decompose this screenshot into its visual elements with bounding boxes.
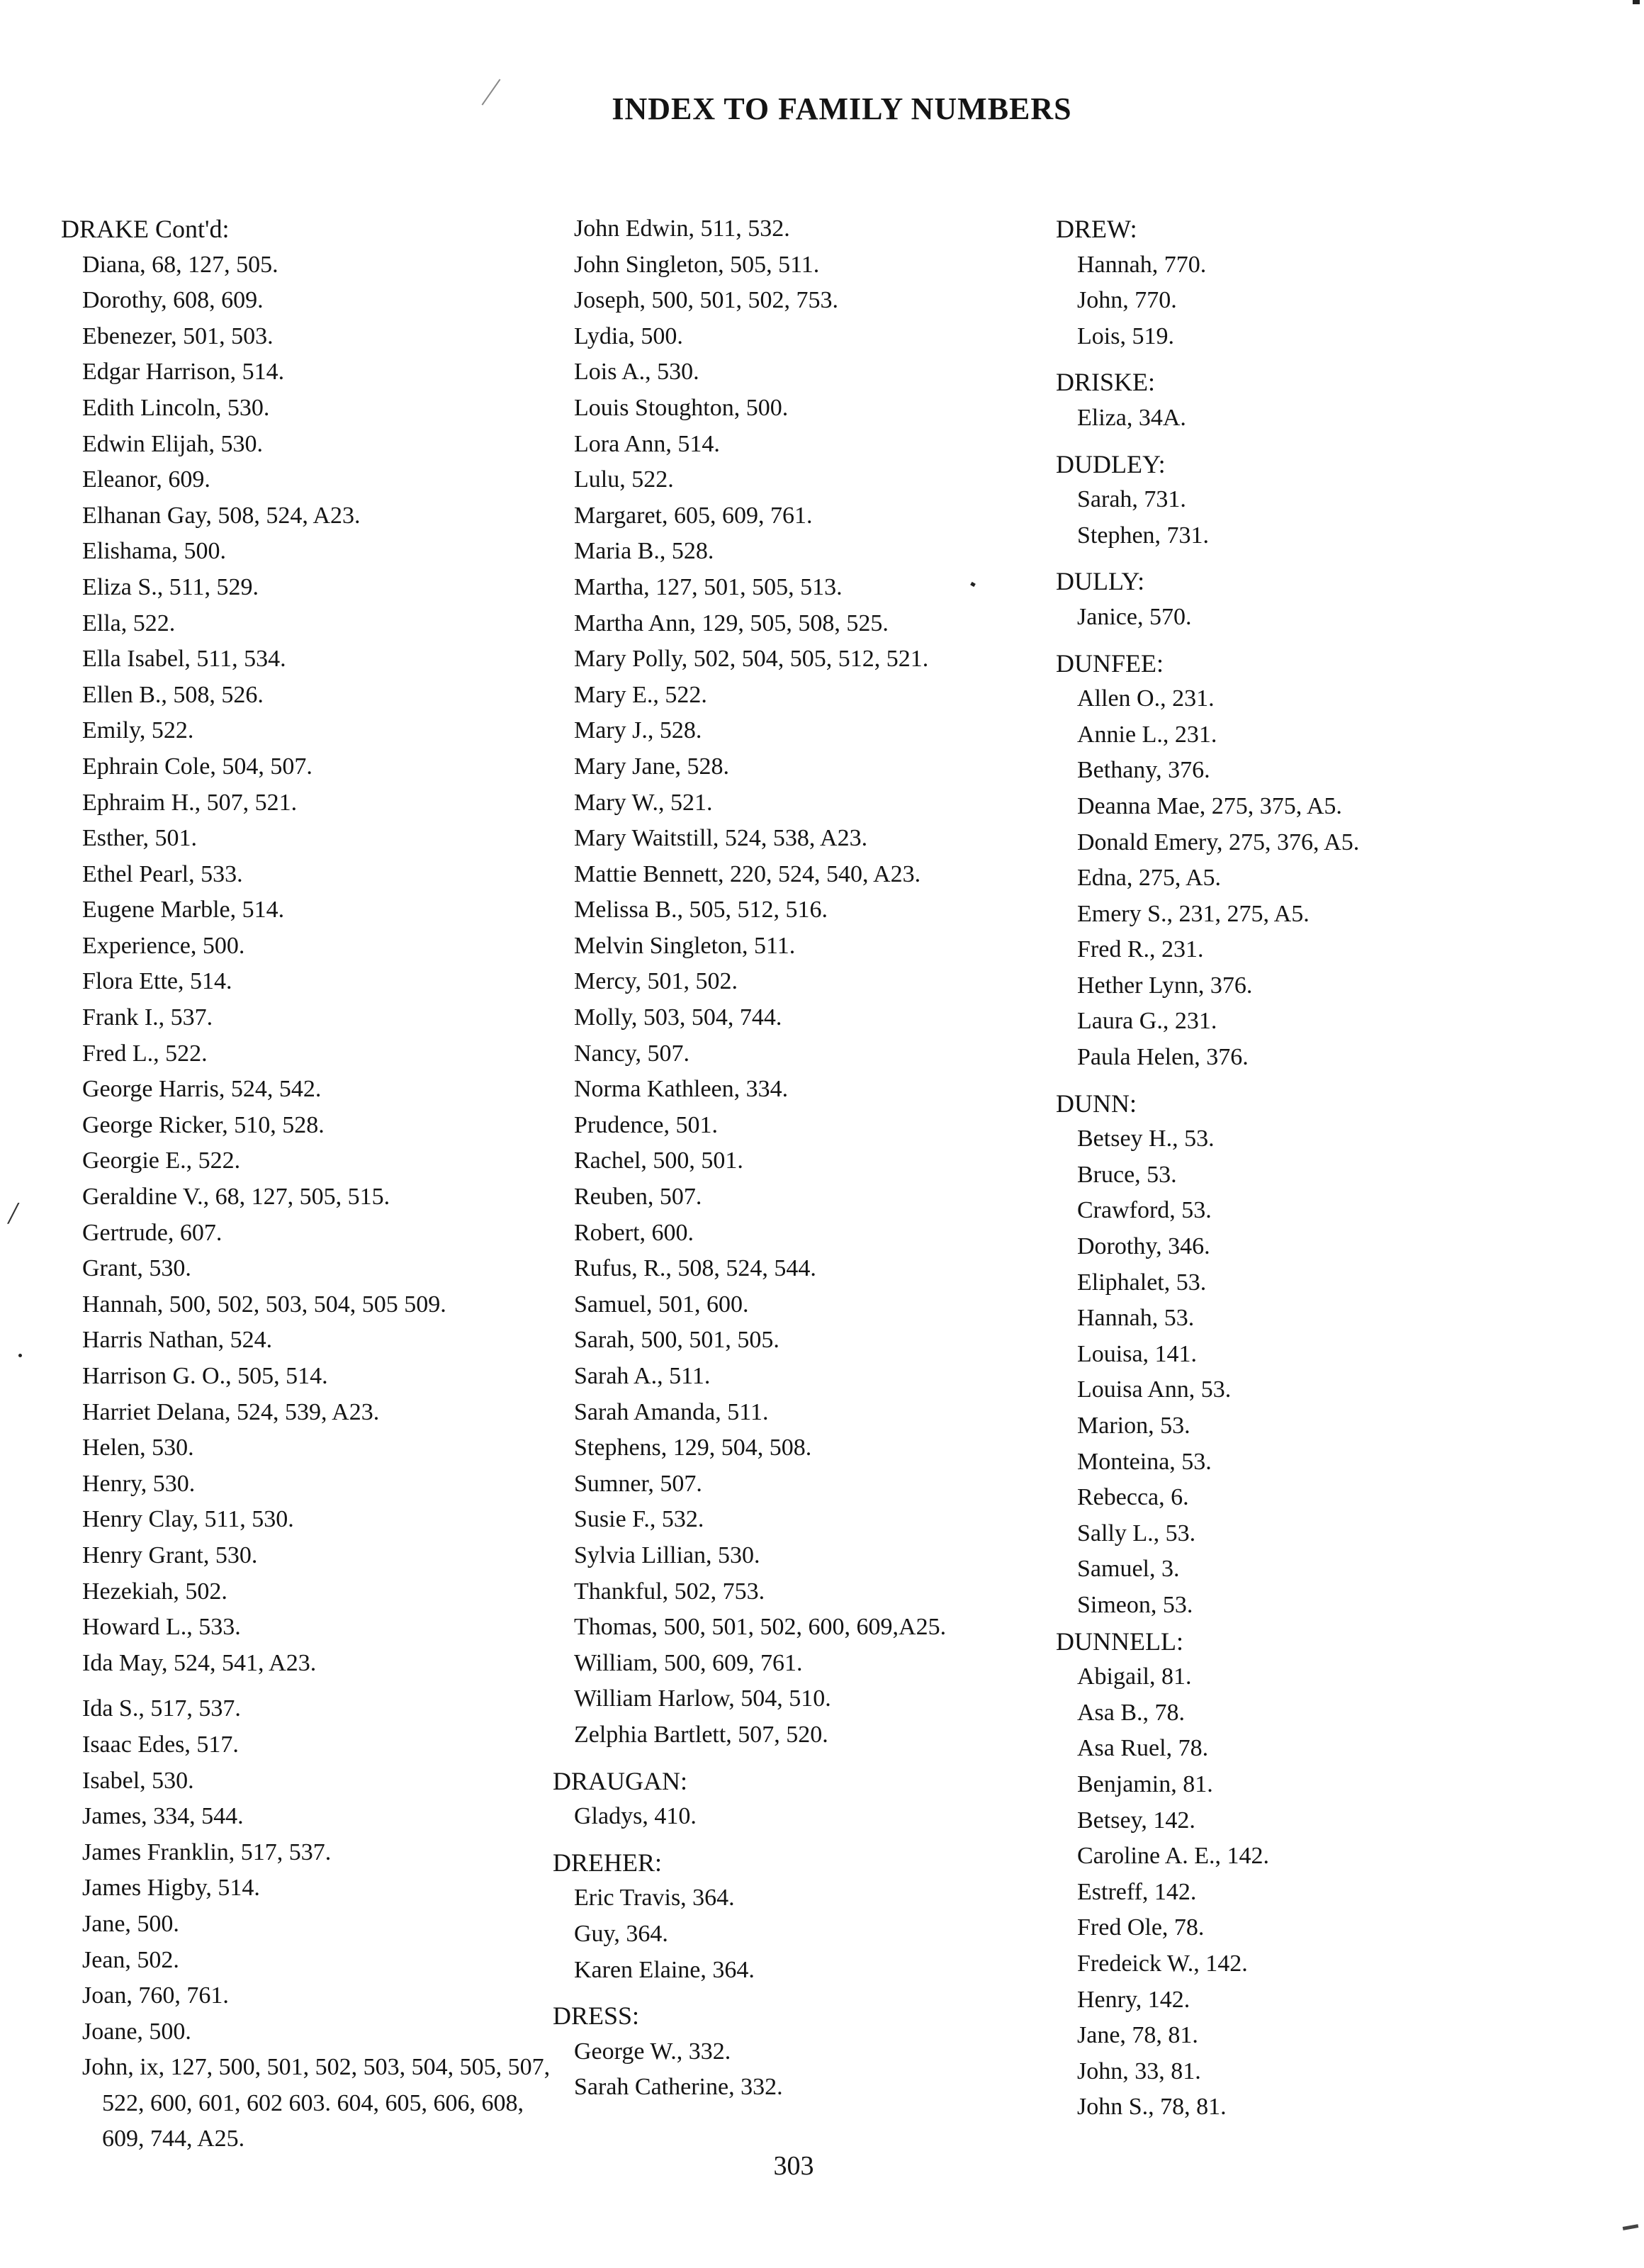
index-entry: Emily, 522. <box>82 717 194 744</box>
index-entry: Laura G., 231. <box>1077 1008 1217 1035</box>
index-entry: Mary E., 522. <box>574 681 707 708</box>
index-entry: James Franklin, 517, 537. <box>82 1838 332 1865</box>
index-entry: Jane, 78, 81. <box>1077 2022 1198 2049</box>
index-entry: William, 500, 609, 761. <box>574 1649 803 1676</box>
index-entry: Robert, 600. <box>574 1219 694 1246</box>
ink-dot-mark <box>18 1354 22 1357</box>
index-entry: Martha, 127, 501, 505, 513. <box>574 573 843 600</box>
index-entry: Rachel, 500, 501. <box>574 1147 743 1174</box>
corner-smudge-mark <box>1623 2224 1639 2230</box>
index-entry: Asa B., 78. <box>1077 1699 1186 1726</box>
index-entry: Betsey, 142. <box>1077 1807 1195 1834</box>
index-entry: Stephen, 731. <box>1077 522 1210 549</box>
page-number: 303 <box>773 2151 814 2181</box>
surname-heading: DRAUGAN: <box>553 1766 688 1795</box>
index-entry: Sylvia Lillian, 530. <box>574 1542 760 1568</box>
index-entry: Paula Helen, 376. <box>1077 1044 1249 1071</box>
index-entry: Mary Jane, 528. <box>574 753 730 780</box>
index-entry: Betsey H., 53. <box>1077 1125 1215 1152</box>
index-entry: Frank I., 537. <box>82 1004 213 1031</box>
index-entry: William Harlow, 504, 510. <box>574 1685 831 1712</box>
index-entry: Simeon, 53. <box>1077 1591 1193 1618</box>
index-entry: John, ix, 127, 500, 501, 502, 503, 504, 505, 507, 522, 600, 601, 602 603. 604, 605, 606, 608, 609, 744, A25. <box>82 2054 551 2152</box>
index-entry: Sally L., 53. <box>1077 1520 1196 1546</box>
index-entry: Sarah, 500, 501, 505. <box>574 1327 779 1354</box>
index-entry: Sarah Amanda, 511. <box>574 1398 769 1425</box>
index-entry: Mary Polly, 502, 504, 505, 512, 521. <box>574 646 929 673</box>
index-entry: Thomas, 500, 501, 502, 600, 609,A25. <box>574 1614 947 1641</box>
index-entry: James, 334, 544. <box>82 1803 244 1830</box>
index-entry: Monteina, 53. <box>1077 1448 1212 1475</box>
index-entry: George Ricker, 510, 528. <box>82 1111 325 1138</box>
index-entry: Ida S., 517, 537. <box>82 1695 241 1722</box>
index-entry: George W., 332. <box>574 2038 731 2065</box>
index-entry: Sarah, 731. <box>1077 486 1186 513</box>
index-entry: Lulu, 522. <box>574 466 674 493</box>
index-entry: Helen, 530. <box>82 1435 194 1461</box>
index-entry: Louisa Ann, 53. <box>1077 1376 1232 1403</box>
index-entry: Crawford, 53. <box>1077 1197 1212 1224</box>
index-entry: James Higby, 514. <box>82 1875 260 1902</box>
index-entry: Geraldine V., 68, 127, 505, 515. <box>82 1184 390 1211</box>
index-entry: Eliza S., 511, 529. <box>82 573 259 600</box>
index-entry: Ephrain Cole, 504, 507. <box>82 753 313 780</box>
index-entry: Annie L., 231. <box>1077 721 1217 748</box>
index-entry: Rebecca, 6. <box>1077 1484 1189 1511</box>
index-entry: Ella, 522. <box>82 610 176 636</box>
index-entry: John Edwin, 511, 532. <box>574 215 790 242</box>
index-entry: Melvin Singleton, 511. <box>574 932 796 959</box>
index-entry: Molly, 503, 504, 744. <box>574 1004 782 1031</box>
index-entry: Esther, 501. <box>82 825 197 852</box>
index-entry: Jean, 502. <box>82 1946 179 1973</box>
index-entry: Fred R., 231. <box>1077 936 1204 963</box>
page-title-text: INDEX TO FAMILY NUMBERS <box>612 91 1072 126</box>
index-entry: Samuel, 3. <box>1077 1556 1180 1583</box>
index-entry: Eliphalet, 53. <box>1077 1269 1207 1296</box>
surname-heading: DULLY: <box>1056 567 1145 596</box>
surname-heading: DRAKE Cont'd: <box>61 215 230 243</box>
surname-heading: DREW: <box>1056 215 1137 243</box>
index-entry: Maria B., 528. <box>574 538 714 565</box>
index-entry: Donald Emery, 275, 376, A5. <box>1077 829 1360 855</box>
surname-heading: DREHER: <box>553 1848 663 1877</box>
index-entry: Flora Ette, 514. <box>82 968 232 995</box>
index-entry: Susie F., 532. <box>574 1506 704 1533</box>
index-entry: Zelphia Bartlett, 507, 520. <box>574 1721 828 1748</box>
index-entry: Louis Stoughton, 500. <box>574 394 789 421</box>
index-entry: Lora Ann, 514. <box>574 430 720 457</box>
index-entry: George Harris, 524, 542. <box>82 1076 322 1103</box>
index-entry: Hezekiah, 502. <box>82 1578 227 1605</box>
surname-heading: DRISKE: <box>1056 368 1156 397</box>
index-entry: Hannah, 500, 502, 503, 504, 505 509. <box>82 1291 446 1318</box>
index-entry: Diana, 68, 127, 505. <box>82 251 278 278</box>
index-entry: Sarah A., 511. <box>574 1363 711 1389</box>
index-entry: Karen Elaine, 364. <box>574 1956 755 1983</box>
index-entry: Margaret, 605, 609, 761. <box>574 502 813 529</box>
index-entry: Edgar Harrison, 514. <box>82 359 285 386</box>
index-entry: Estreff, 142. <box>1077 1878 1197 1905</box>
index-entry: Henry Clay, 511, 530. <box>82 1506 294 1533</box>
index-entry: Experience, 500. <box>82 932 245 959</box>
index-entry: Ella Isabel, 511, 534. <box>82 646 286 673</box>
index-entry: Sumner, 507. <box>574 1470 702 1497</box>
index-entry: Rufus, R., 508, 524, 544. <box>574 1255 816 1282</box>
index-entry: Caroline A. E., 142. <box>1077 1843 1270 1870</box>
index-entry: Gertrude, 607. <box>82 1219 223 1246</box>
index-entry: Georgie E., 522. <box>82 1147 241 1174</box>
index-entry: Isabel, 530. <box>82 1767 194 1794</box>
index-entry: Stephens, 129, 504, 508. <box>574 1435 812 1461</box>
index-entry: Asa Ruel, 78. <box>1077 1735 1209 1762</box>
index-entry: Henry Grant, 530. <box>82 1542 258 1568</box>
index-entry: Ellen B., 508, 526. <box>82 681 264 708</box>
index-entry: Mercy, 501, 502. <box>574 968 738 995</box>
index-entry: John, 770. <box>1077 287 1177 314</box>
index-entry: Marion, 53. <box>1077 1413 1190 1439</box>
index-entry: Fredeick W., 142. <box>1077 1950 1248 1977</box>
index-entry: Henry, 142. <box>1077 1986 1190 2013</box>
index-entry: Joan, 760, 761. <box>82 1982 229 2009</box>
index-entry: Dorothy, 608, 609. <box>82 287 264 314</box>
index-entry: Hether Lynn, 376. <box>1077 972 1253 999</box>
index-entry: Henry, 530. <box>82 1470 196 1497</box>
index-entry: Dorothy, 346. <box>1077 1233 1210 1260</box>
index-column-2 <box>553 211 1020 2106</box>
surname-heading: DUDLEY: <box>1056 449 1166 478</box>
index-column-1 <box>61 211 557 2157</box>
index-entry: Abigail, 81. <box>1077 1663 1192 1690</box>
index-entry: Eric Travis, 364. <box>574 1885 735 1911</box>
index-entry: Allen O., 231. <box>1077 685 1215 712</box>
index-entry: Louisa, 141. <box>1077 1340 1198 1367</box>
index-entry: Mary W., 521. <box>574 789 713 816</box>
index-entry: Guy, 364. <box>574 1920 668 1947</box>
surname-heading: DUNNELL: <box>1056 1627 1183 1656</box>
index-entry: Mary J., 528. <box>574 717 702 744</box>
index-entry: Lois A., 530. <box>574 359 699 386</box>
margin-tick-mark: / <box>9 1196 18 1230</box>
index-entry: Nancy, 507. <box>574 1040 690 1067</box>
index-entry: Howard L., 533. <box>82 1614 241 1641</box>
index-entry: John Singleton, 505, 511. <box>574 251 820 278</box>
index-entry: Ida May, 524, 541, A23. <box>82 1649 317 1676</box>
index-entry: Edwin Elijah, 530. <box>82 430 263 457</box>
page-title <box>0 91 1644 127</box>
index-column-3 <box>1056 211 1538 2126</box>
index-entry: Hannah, 770. <box>1077 251 1207 278</box>
index-entry: Thankful, 502, 753. <box>574 1578 765 1605</box>
index-entry: John, 33, 81. <box>1077 2058 1201 2084</box>
index-entry: Samuel, 501, 600. <box>574 1291 749 1318</box>
index-entry: Martha Ann, 129, 505, 508, 525. <box>574 610 889 636</box>
index-entry: Mattie Bennett, 220, 524, 540, A23. <box>574 860 921 887</box>
index-entry: Elhanan Gay, 508, 524, A23. <box>82 502 361 529</box>
index-entry: Joseph, 500, 501, 502, 753. <box>574 287 839 314</box>
index-entry: Benjamin, 81. <box>1077 1770 1213 1797</box>
index-entry: Mary Waitstill, 524, 538, A23. <box>574 825 868 852</box>
index-entry: Jane, 500. <box>82 1910 179 1937</box>
index-entry: Melissa B., 505, 512, 516. <box>574 897 828 924</box>
index-entry: Fred L., 522. <box>82 1040 208 1067</box>
index-entry: John S., 78, 81. <box>1077 2094 1227 2121</box>
index-entry: Gladys, 410. <box>574 1803 697 1830</box>
index-entry: Emery S., 231, 275, A5. <box>1077 900 1310 927</box>
index-entry: Eugene Marble, 514. <box>82 897 285 924</box>
index-entry: Grant, 530. <box>82 1255 191 1282</box>
index-entry: Edith Lincoln, 530. <box>82 394 270 421</box>
index-entry: Harris Nathan, 524. <box>82 1327 273 1354</box>
index-entry: Prudence, 501. <box>574 1111 719 1138</box>
index-entry: Sarah Catherine, 332. <box>574 2074 783 2101</box>
index-entry: Harrison G. O., 505, 514. <box>82 1363 328 1389</box>
index-entry: Joane, 500. <box>82 2018 191 2045</box>
index-entry: Lois, 519. <box>1077 322 1174 349</box>
index-entry: Bruce, 53. <box>1077 1161 1177 1188</box>
index-entry: Reuben, 507. <box>574 1184 702 1211</box>
index-entry: Bethany, 376. <box>1077 757 1210 784</box>
surname-heading: DUNN: <box>1056 1089 1137 1118</box>
index-entry: Norma Kathleen, 334. <box>574 1076 789 1103</box>
index-entry: Hannah, 53. <box>1077 1305 1195 1332</box>
index-entry: Lydia, 500. <box>574 322 683 349</box>
index-entry: Eleanor, 609. <box>82 466 210 493</box>
index-entry: Edna, 275, A5. <box>1077 865 1222 892</box>
index-entry: Fred Ole, 78. <box>1077 1914 1205 1941</box>
index-entry: Deanna Mae, 275, 375, A5. <box>1077 792 1342 819</box>
surname-heading: DRESS: <box>553 2002 640 2031</box>
index-entry: Elishama, 500. <box>82 538 227 565</box>
surname-heading: DUNFEE: <box>1056 649 1164 678</box>
index-entry: Ephraim H., 507, 521. <box>82 789 298 816</box>
index-entry: Janice, 570. <box>1077 603 1192 630</box>
index-entry: Isaac Edes, 517. <box>82 1731 239 1758</box>
index-entry: Ebenezer, 501, 503. <box>82 322 274 349</box>
corner-speck-mark <box>1633 0 1640 4</box>
index-entry: Ethel Pearl, 533. <box>82 860 243 887</box>
index-entry: Eliza, 34A. <box>1077 404 1186 431</box>
index-entry: Harriet Delana, 524, 539, A23. <box>82 1398 380 1425</box>
